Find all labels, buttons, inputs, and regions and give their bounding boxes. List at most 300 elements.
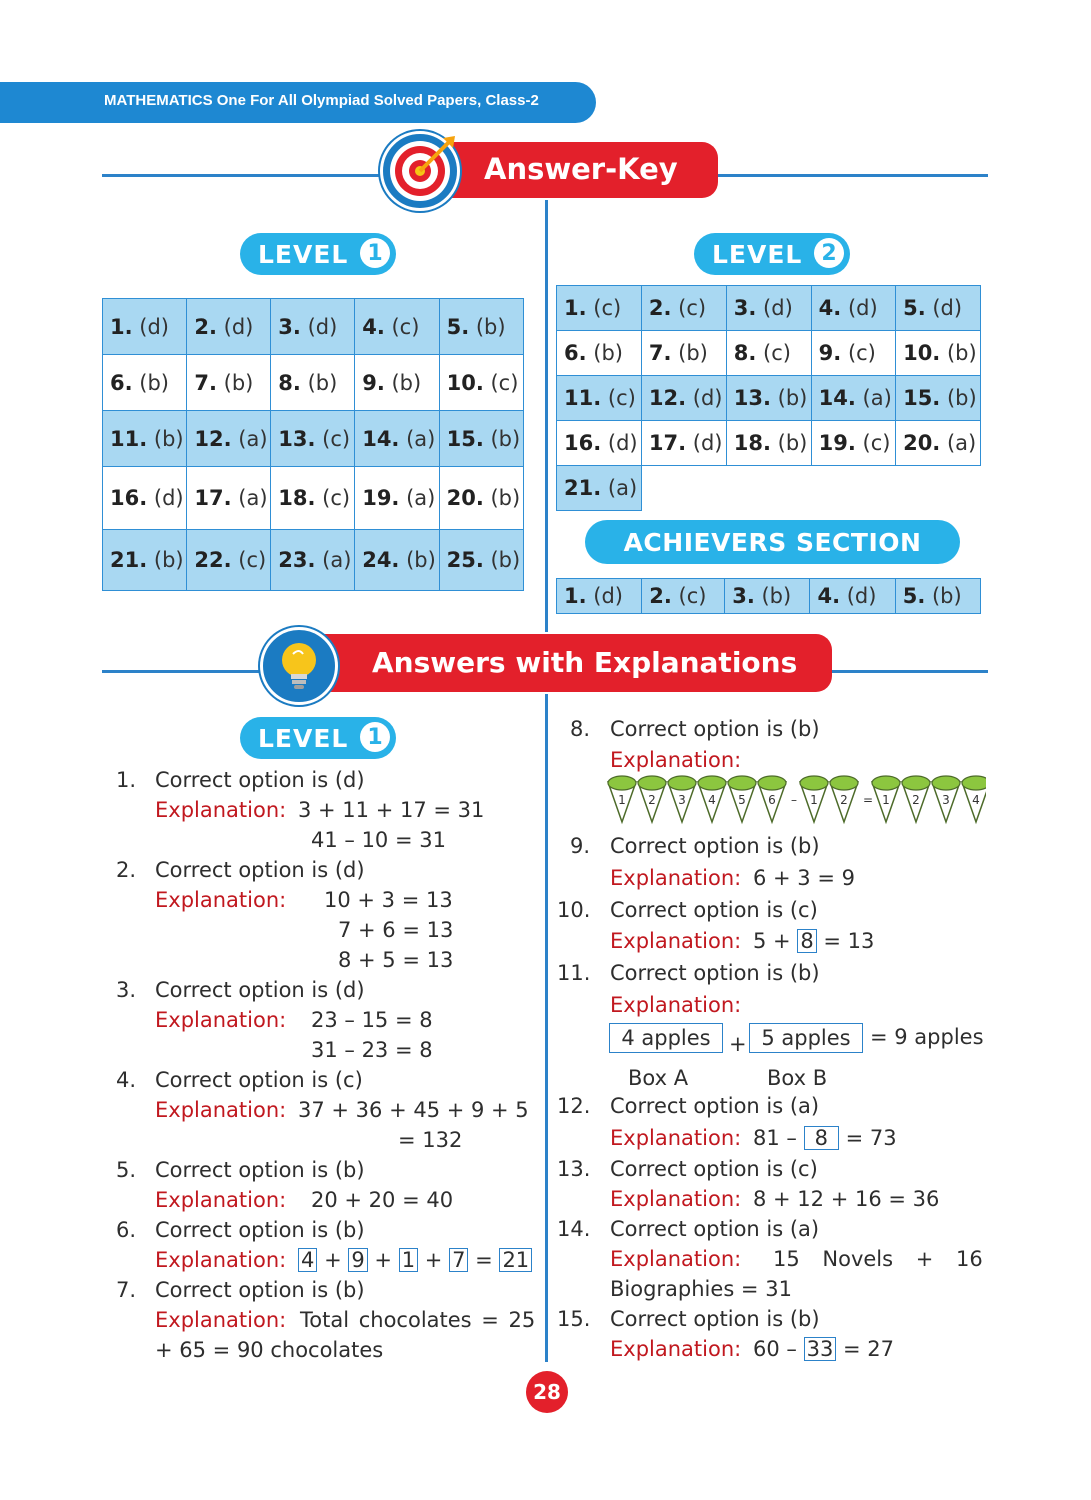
answer-cell bbox=[439, 411, 523, 467]
correct-option: Correct option is (a) bbox=[610, 1094, 820, 1118]
cone-icon bbox=[902, 776, 930, 822]
answer-option: (b) bbox=[300, 370, 338, 395]
answer-number: 10. bbox=[446, 370, 484, 395]
answer-number: 25. bbox=[446, 548, 484, 572]
plus-sign: + bbox=[324, 1248, 342, 1272]
cone-icon bbox=[668, 776, 696, 822]
answer-number: 6. bbox=[564, 341, 587, 365]
answer-number: 15. bbox=[446, 426, 484, 451]
empty-cell bbox=[641, 466, 726, 511]
answer-option: (b) bbox=[132, 370, 169, 395]
answer-option: (d) bbox=[132, 314, 169, 339]
correct-option: Correct option is (b) bbox=[610, 961, 820, 985]
answer-option: (b) bbox=[940, 341, 977, 365]
answer-number: 18. bbox=[733, 431, 771, 455]
answer-cell bbox=[355, 355, 439, 411]
answer-option: (b) bbox=[754, 584, 792, 608]
explanation-line: 6 + 3 = 9 bbox=[753, 866, 855, 890]
divider-line bbox=[102, 174, 392, 177]
answer-number: 2. bbox=[648, 296, 672, 320]
answer-cell bbox=[557, 376, 642, 421]
box-b-caption: Box B bbox=[767, 1066, 828, 1090]
explanation-label: Explanation: bbox=[610, 1337, 742, 1361]
divider-line bbox=[710, 174, 988, 177]
question-number: 2. bbox=[116, 858, 137, 882]
answer-cell bbox=[557, 421, 642, 466]
answer-number: 20. bbox=[903, 431, 941, 455]
plus-sign: + bbox=[424, 1248, 443, 1272]
answer-option: (c) bbox=[231, 548, 267, 572]
answer-option: (b) bbox=[147, 426, 184, 451]
answer-cell bbox=[439, 530, 523, 591]
answer-row bbox=[557, 286, 981, 331]
answer-option: (b) bbox=[770, 386, 808, 410]
explanation-label: Explanation: bbox=[610, 866, 742, 890]
cone-icon bbox=[758, 776, 786, 822]
answer-number: 5. bbox=[903, 296, 926, 320]
answer-cell bbox=[355, 530, 439, 591]
correct-option: Correct option is (c) bbox=[610, 1157, 818, 1181]
book-title: MATHEMATICS One For All Olympiad Solved Papers, Class-2 bbox=[104, 92, 539, 109]
answer-option: (b) bbox=[483, 548, 521, 572]
cone-icon bbox=[698, 776, 726, 822]
answer-option: (b) bbox=[216, 370, 254, 395]
answer-cell bbox=[641, 331, 726, 376]
answer-option: (b) bbox=[384, 370, 422, 395]
answer-cell bbox=[271, 530, 355, 591]
answer-option: (d) bbox=[756, 296, 793, 320]
answer-number: 21. bbox=[564, 476, 602, 500]
correct-option: Correct option is (b) bbox=[610, 834, 820, 858]
answer-option: (b) bbox=[147, 548, 184, 572]
number-box: 4 bbox=[298, 1248, 317, 1272]
answer-option: (d) bbox=[925, 296, 963, 320]
level-number: 2 bbox=[814, 238, 844, 268]
explanation-label: Explanation: bbox=[610, 748, 742, 772]
answer-cell bbox=[811, 286, 895, 331]
question-number: 15. bbox=[557, 1307, 591, 1331]
answer-cell bbox=[811, 376, 895, 421]
cone-icon bbox=[638, 776, 666, 822]
question-number: 13. bbox=[557, 1157, 591, 1181]
explanation-line: 23 – 15 = 8 bbox=[311, 1008, 433, 1032]
answer-option: (c) bbox=[671, 584, 707, 608]
answer-row bbox=[557, 421, 981, 466]
answer-option: (a) bbox=[940, 431, 977, 455]
answer-cell bbox=[103, 530, 187, 591]
equation-part: 5 + bbox=[753, 929, 791, 953]
question-number: 5. bbox=[116, 1158, 137, 1182]
explanation-label: Explanation: bbox=[155, 798, 287, 822]
answer-number: 11. bbox=[110, 426, 148, 451]
answer-option: (c) bbox=[315, 486, 351, 510]
explanation-label: Explanation: bbox=[610, 1247, 742, 1271]
answer-number: 2. bbox=[194, 314, 217, 339]
equals-sign: = bbox=[475, 1248, 493, 1272]
answer-cell bbox=[641, 286, 726, 331]
question-number: 4. bbox=[116, 1068, 137, 1092]
correct-option: Correct option is (a) bbox=[610, 1217, 820, 1241]
cone-label: 2 bbox=[648, 793, 656, 807]
explanation-label: Explanation: bbox=[155, 1248, 287, 1272]
answer-cell bbox=[725, 579, 810, 614]
answer-option: (b) bbox=[586, 341, 623, 365]
answer-number: 10. bbox=[903, 341, 941, 365]
correct-option: Correct option is (c) bbox=[610, 898, 818, 922]
explanation-label: Explanation: bbox=[155, 1188, 287, 1212]
answer-cell bbox=[271, 299, 355, 355]
cone-icon bbox=[962, 776, 986, 822]
column-divider bbox=[545, 694, 548, 1362]
equation-part: = 73 bbox=[845, 1126, 897, 1150]
correct-option: Correct option is (b) bbox=[155, 1278, 365, 1302]
book-header bbox=[0, 82, 596, 123]
result-text: = 9 apples bbox=[870, 1025, 984, 1049]
explanation-label: Explanation: bbox=[155, 1098, 287, 1122]
answer-row bbox=[557, 466, 981, 511]
column-divider bbox=[545, 200, 548, 632]
answer-option: (b) bbox=[483, 426, 521, 451]
answer-option: (a) bbox=[399, 486, 436, 510]
correct-option: Correct option is (b) bbox=[155, 1218, 365, 1242]
answer-key-banner bbox=[430, 142, 718, 198]
cone-label: 4 bbox=[972, 793, 980, 807]
explanation-line: = 132 bbox=[398, 1128, 463, 1152]
correct-option: Correct option is (d) bbox=[155, 858, 365, 882]
number-box: 9 bbox=[348, 1248, 367, 1272]
answer-option: (a) bbox=[315, 548, 352, 572]
number-box: 33 bbox=[804, 1337, 837, 1361]
explanation-equation bbox=[753, 1126, 897, 1150]
plus-sign: + bbox=[729, 1032, 747, 1056]
answer-cell bbox=[557, 466, 642, 511]
answer-option: (a) bbox=[601, 476, 638, 500]
answer-number: 8. bbox=[733, 341, 757, 365]
explanation-label: Explanation: bbox=[610, 1187, 742, 1211]
number-box: 8 bbox=[804, 1126, 839, 1150]
answer-option: (a) bbox=[855, 386, 892, 410]
answer-row bbox=[103, 467, 524, 530]
explanation-label: Explanation: bbox=[155, 1008, 287, 1032]
answer-row bbox=[557, 579, 981, 614]
explanation-line: 41 – 10 = 31 bbox=[311, 828, 446, 852]
answer-cell bbox=[187, 355, 271, 411]
cone-label: 4 bbox=[708, 793, 716, 807]
answer-cell bbox=[557, 286, 642, 331]
cone-icon bbox=[830, 776, 858, 822]
level-number: 1 bbox=[360, 722, 390, 752]
answer-row bbox=[103, 299, 524, 355]
answer-cell bbox=[895, 579, 980, 614]
answer-number: 3. bbox=[278, 314, 301, 339]
explanation-line: 20 + 20 = 40 bbox=[311, 1188, 454, 1212]
answer-option: (d) bbox=[216, 314, 254, 339]
answer-number: 17. bbox=[648, 431, 687, 455]
answer-option: (d) bbox=[300, 314, 338, 339]
question-number: 1. bbox=[116, 768, 137, 792]
answer-cell bbox=[896, 376, 981, 421]
explanation-line: 15 Novels + 16 bbox=[773, 1247, 983, 1271]
answer-cell bbox=[271, 467, 355, 530]
equation-part: = 27 bbox=[843, 1337, 895, 1361]
answer-cell bbox=[271, 411, 355, 467]
answer-number: 4. bbox=[818, 296, 842, 320]
answer-number: 13. bbox=[278, 426, 316, 451]
explanation-equation bbox=[298, 1248, 532, 1272]
explanation-equation bbox=[753, 929, 874, 953]
explanation-label: Explanation: bbox=[155, 1308, 287, 1332]
explanation-equation bbox=[753, 1337, 894, 1361]
answer-option: (c) bbox=[384, 314, 420, 339]
answer-number: 11. bbox=[564, 386, 602, 410]
achievers-section-badge: ACHIEVERS SECTION bbox=[585, 520, 960, 564]
answer-option: (c) bbox=[601, 386, 636, 410]
answer-option: (b) bbox=[940, 386, 977, 410]
answer-number: 19. bbox=[362, 486, 400, 510]
level-1-answer-table bbox=[102, 298, 524, 591]
answer-cell bbox=[439, 299, 523, 355]
number-box: 1 bbox=[399, 1248, 418, 1272]
answer-option: (b) bbox=[925, 584, 962, 608]
answer-number: 12. bbox=[648, 386, 687, 410]
answer-option: (b) bbox=[399, 548, 436, 572]
level-2-badge bbox=[694, 233, 850, 275]
cone-label: 3 bbox=[678, 793, 686, 807]
answer-option: (a) bbox=[399, 426, 436, 451]
answer-number: 17. bbox=[194, 486, 232, 510]
question-number: 6. bbox=[116, 1218, 137, 1242]
equation-part: = 13 bbox=[823, 929, 875, 953]
answer-option: (d) bbox=[686, 431, 723, 455]
cone-label: 3 bbox=[942, 793, 950, 807]
answer-number: 21. bbox=[110, 548, 148, 572]
explanation-line: 31 – 23 = 8 bbox=[311, 1038, 433, 1062]
plus-sign: + bbox=[374, 1248, 393, 1272]
answer-cell bbox=[557, 579, 642, 614]
answer-cell bbox=[641, 376, 726, 421]
answer-option: (b) bbox=[671, 341, 708, 365]
explanation-line: 7 + 6 = 13 bbox=[338, 918, 454, 942]
answer-option: (a) bbox=[231, 486, 268, 510]
cone-label: 6 bbox=[768, 793, 776, 807]
answer-number: 4. bbox=[362, 314, 385, 339]
correct-option: Correct option is (d) bbox=[155, 768, 365, 792]
level-1-badge bbox=[240, 233, 396, 275]
correct-option: Correct option is (b) bbox=[610, 717, 820, 741]
answer-option: (c) bbox=[855, 431, 891, 455]
answer-number: 15. bbox=[903, 386, 941, 410]
level-label: LEVEL bbox=[712, 240, 803, 269]
number-box: 8 bbox=[797, 929, 816, 953]
level-label: LEVEL bbox=[258, 724, 349, 753]
explanation-label: Explanation: bbox=[610, 929, 742, 953]
correct-option: Correct option is (b) bbox=[610, 1307, 820, 1331]
equation-part: 81 – bbox=[753, 1126, 797, 1150]
answer-number: 1. bbox=[564, 584, 587, 608]
answer-cell bbox=[187, 467, 271, 530]
answer-option: (b) bbox=[483, 486, 521, 510]
answer-cell bbox=[726, 421, 811, 466]
answer-number: 16. bbox=[564, 431, 602, 455]
answer-option: (d) bbox=[840, 584, 877, 608]
answer-row bbox=[103, 411, 524, 467]
empty-cell bbox=[811, 466, 895, 511]
answer-cell bbox=[187, 299, 271, 355]
lightbulb-icon bbox=[260, 627, 338, 705]
answer-number: 9. bbox=[818, 341, 842, 365]
target-icon bbox=[380, 131, 460, 211]
answer-option: (d) bbox=[841, 296, 878, 320]
question-number: 8. bbox=[570, 717, 591, 741]
cone-label: 1 bbox=[882, 793, 890, 807]
answer-row bbox=[557, 376, 981, 421]
answer-cell bbox=[355, 467, 439, 530]
equation-part: 60 – bbox=[753, 1337, 797, 1361]
answer-option: (c) bbox=[756, 341, 791, 365]
answer-cell bbox=[726, 376, 811, 421]
cone-label: 2 bbox=[840, 793, 848, 807]
answer-cell bbox=[103, 355, 187, 411]
answer-number: 13. bbox=[733, 386, 771, 410]
answer-cell bbox=[439, 467, 523, 530]
answer-number: 4. bbox=[817, 584, 841, 608]
answer-number: 14. bbox=[818, 386, 856, 410]
answer-cell bbox=[641, 421, 726, 466]
question-number: 12. bbox=[557, 1094, 591, 1118]
correct-option: Correct option is (b) bbox=[155, 1158, 365, 1182]
operator-sign: = bbox=[863, 793, 874, 807]
answer-cell bbox=[355, 411, 439, 467]
answer-number: 18. bbox=[278, 486, 316, 510]
answer-option: (c) bbox=[586, 296, 622, 320]
cone-label: 1 bbox=[618, 793, 626, 807]
answer-option: (d) bbox=[601, 431, 638, 455]
box-a-caption: Box A bbox=[628, 1066, 689, 1090]
answer-cell bbox=[896, 331, 981, 376]
answer-cell bbox=[557, 331, 642, 376]
answer-number: 14. bbox=[362, 426, 400, 451]
answer-number: 23. bbox=[278, 548, 316, 572]
explanations-title: Answers with Explanations bbox=[372, 646, 798, 679]
answer-cell bbox=[811, 421, 895, 466]
answer-option: (c) bbox=[841, 341, 876, 365]
answer-option: (d) bbox=[147, 486, 184, 510]
answer-number: 7. bbox=[194, 370, 217, 395]
answer-cell bbox=[103, 467, 187, 530]
answer-option: (d) bbox=[686, 386, 723, 410]
cone-icon bbox=[932, 776, 960, 822]
answer-row bbox=[103, 355, 524, 411]
answer-cell bbox=[103, 299, 187, 355]
explanation-line: 8 + 12 + 16 = 36 bbox=[753, 1187, 940, 1211]
answer-number: 16. bbox=[110, 486, 148, 510]
level-2-answer-table bbox=[556, 285, 981, 511]
cone-icon bbox=[872, 776, 900, 822]
number-box: 21 bbox=[499, 1248, 532, 1272]
answer-cell bbox=[439, 355, 523, 411]
answer-option: (d) bbox=[586, 584, 623, 608]
answer-number: 5. bbox=[446, 314, 470, 339]
answer-number: 3. bbox=[732, 584, 755, 608]
achievers-answer-table bbox=[556, 578, 981, 614]
question-number: 9. bbox=[570, 834, 591, 858]
answer-option: (c) bbox=[483, 370, 519, 395]
answer-cell bbox=[810, 579, 895, 614]
answer-number: 7. bbox=[648, 341, 672, 365]
explanations-banner bbox=[300, 634, 832, 692]
answer-number: 19. bbox=[818, 431, 856, 455]
answer-cell bbox=[811, 331, 895, 376]
question-number: 7. bbox=[116, 1278, 137, 1302]
explanation-line: Total chocolates = 25 bbox=[300, 1308, 536, 1332]
empty-cell bbox=[726, 466, 811, 511]
answer-option: (b) bbox=[469, 314, 506, 339]
answer-option: (c) bbox=[671, 296, 707, 320]
answer-cell bbox=[896, 286, 981, 331]
answer-number: 9. bbox=[362, 370, 385, 395]
explanations-level-1-badge bbox=[240, 717, 396, 759]
cone-icon bbox=[608, 776, 636, 822]
answer-number: 3. bbox=[733, 296, 757, 320]
explanation-line: 3 + 11 + 17 = 31 bbox=[298, 798, 485, 822]
answer-cell bbox=[103, 411, 187, 467]
answer-number: 2. bbox=[649, 584, 672, 608]
answer-cell bbox=[896, 421, 981, 466]
answer-number: 22. bbox=[194, 548, 232, 572]
answer-key-title: Answer-Key bbox=[484, 152, 678, 186]
answer-cell bbox=[187, 530, 271, 591]
explanation-label: Explanation: bbox=[155, 888, 287, 912]
page-number: 28 bbox=[526, 1371, 568, 1413]
answer-cell bbox=[642, 579, 725, 614]
question-number: 11. bbox=[557, 961, 591, 985]
question-number: 3. bbox=[116, 978, 137, 1002]
cone-icon bbox=[800, 776, 828, 822]
cone-label: 1 bbox=[810, 793, 818, 807]
explanation-label: Explanation: bbox=[610, 993, 742, 1017]
explanation-line: + 65 = 90 chocolates bbox=[155, 1338, 384, 1362]
explanation-line: 37 + 36 + 45 + 9 + 5 bbox=[298, 1098, 529, 1122]
correct-option: Correct option is (c) bbox=[155, 1068, 363, 1092]
answer-option: (b) bbox=[770, 431, 808, 455]
answer-cell bbox=[726, 286, 811, 331]
answer-number: 5. bbox=[902, 584, 926, 608]
answer-number: 20. bbox=[446, 486, 484, 510]
answer-cell bbox=[726, 331, 811, 376]
explanation-label: Explanation: bbox=[610, 1126, 742, 1150]
correct-option: Correct option is (d) bbox=[155, 978, 365, 1002]
answer-option: (a) bbox=[231, 426, 268, 451]
box-b-apples: 5 apples bbox=[749, 1023, 863, 1053]
divider-line bbox=[102, 670, 262, 673]
level-number: 1 bbox=[360, 238, 390, 268]
cone-label: 2 bbox=[912, 793, 920, 807]
answer-number: 1. bbox=[110, 314, 133, 339]
operator-sign: – bbox=[791, 793, 797, 807]
answer-number: 12. bbox=[194, 426, 232, 451]
answer-cell bbox=[355, 299, 439, 355]
answer-row bbox=[557, 331, 981, 376]
number-box: 7 bbox=[449, 1248, 468, 1272]
explanation-line: 10 + 3 = 13 bbox=[324, 888, 453, 912]
answer-number: 6. bbox=[110, 370, 133, 395]
explanation-line: Biographies = 31 bbox=[610, 1277, 792, 1301]
cone-label: 5 bbox=[738, 793, 746, 807]
empty-cell bbox=[896, 466, 981, 511]
question-number: 14. bbox=[557, 1217, 591, 1241]
level-label: LEVEL bbox=[258, 240, 349, 269]
explanation-line: 8 + 5 = 13 bbox=[338, 948, 454, 972]
